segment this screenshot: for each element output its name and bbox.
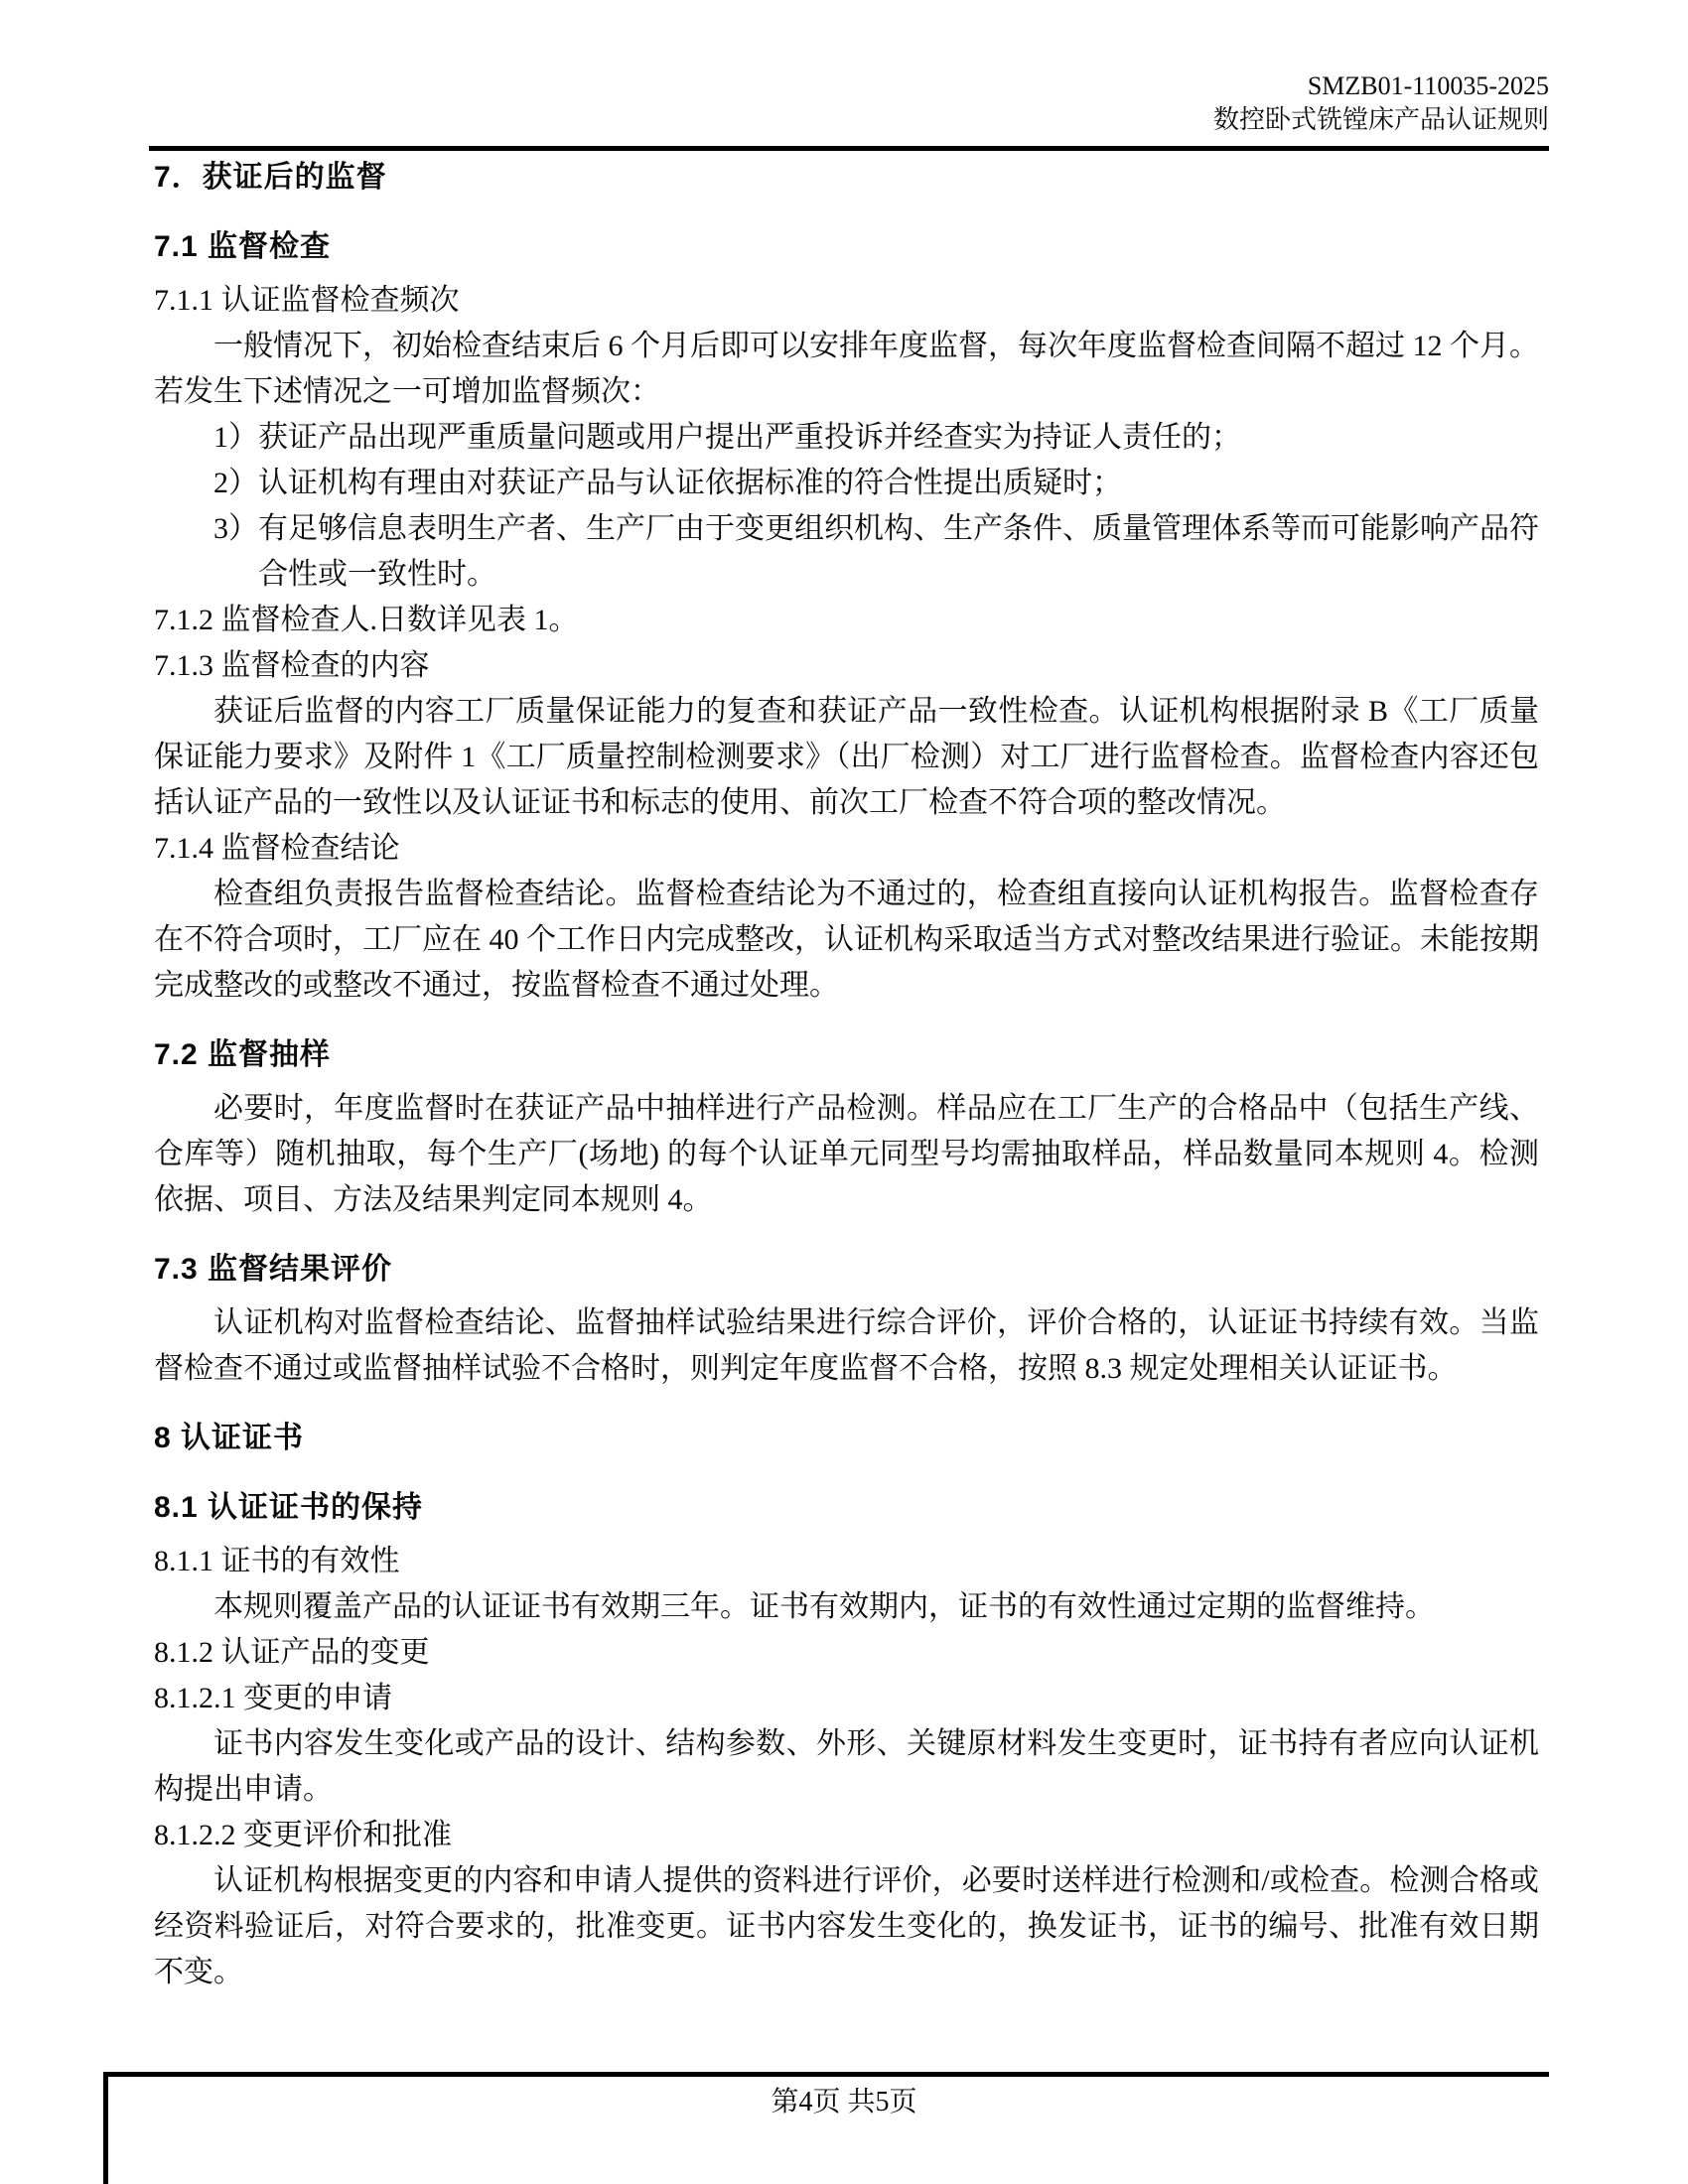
footer-divider <box>103 2072 1549 2077</box>
heading-7-post-certification-supervision: 7．获证后的监督 <box>154 161 387 194</box>
doc-list-item-1: 1）获证产品出现严重质量问题或用户提出严重投诉并经查实为持证人责任的； <box>213 421 1241 454</box>
subheading-8-1-1: 8.1.1 证书的有效性 <box>154 1545 400 1577</box>
heading-8-1-certificate-maintenance: 8.1 认证证书的保持 <box>154 1491 424 1524</box>
subheading-7-1-4: 7.1.4 监督检查结论 <box>154 832 400 865</box>
subheading-7-1-2: 7.1.2 监督检查人.日数详见表 1。 <box>154 604 579 636</box>
doc-paragraph: 认证机构根据变更的内容和申请人提供的资料进行评价，必要时送样进行检测和/或检查。检测合格或经资料验证后，对符合要求的，批准变更。证书内容发生变化的，换发证书，证书的编号、批准有效日期不变。 <box>154 1864 1539 1988</box>
subheading-8-1-2-2: 8.1.2.2 变更评价和批准 <box>154 1819 452 1851</box>
doc-paragraph: 获证后监督的内容工厂质量保证能力的复查和获证产品一致性检查。认证机构根据附录 B《工厂质量保证能力要求》及附件 1《工厂质量控制检测要求》（出厂检测）对工厂进行监督检查。监督检查内容还包括认证产品的一致性以及认证证书和标志的使用、前次工厂检查不符合项的整改情况。 <box>154 695 1539 819</box>
heading-8-certification-certificate: 8 认证证书 <box>154 1422 305 1454</box>
doc-list-item-3: 3）有足够信息表明生产者、生产厂由于变更组织机构、生产条件、质量管理体系等而可能影响产品符合性或一致性时。 <box>213 512 1539 591</box>
doc-title: 数控卧式铣镗床产品认证规则 <box>1212 105 1549 134</box>
doc-paragraph: 一般情况下，初始检查结束后 6 个月后即可以安排年度监督，每次年度监督检查间隔不超过 12 个月。若发生下述情况之一可增加监督频次： <box>154 330 1539 408</box>
doc-paragraph: 本规则覆盖产品的认证证书有效期三年。证书有效期内，证书的有效性通过定期的监督维持。 <box>213 1590 1435 1623</box>
doc-number: SMZB01-110035-2025 <box>1307 71 1549 100</box>
heading-7-3-supervision-result-evaluation: 7.3 监督结果评价 <box>154 1253 393 1286</box>
doc-paragraph: 检查组负责报告监督检查结论。监督检查结论为不通过的，检查组直接向认证机构报告。监督检查存在不符合项时，工厂应在 40 个工作日内完成整改，认证机构采取适当方式对整改结果进行验证。未能按期完成整改的或整改不通过，按监督检查不通过处理。 <box>154 878 1539 1002</box>
document-body <box>154 155 1539 1995</box>
subheading-8-1-2: 8.1.2 认证产品的变更 <box>154 1636 430 1669</box>
doc-list-item-2: 2）认证机构有理由对获证产品与认证依据标准的符合性提出质疑时； <box>213 467 1122 499</box>
doc-paragraph: 证书内容发生变化或产品的设计、结构参数、外形、关键原材料发生变更时，证书持有者应向认证机构提出申请。 <box>154 1727 1539 1806</box>
header-divider <box>149 146 1549 151</box>
doc-paragraph: 必要时，年度监督时在获证产品中抽样进行产品检测。样品应在工厂生产的合格品中（包括生产线、仓库等）随机抽取，每个生产厂(场地) 的每个认证单元同型号均需抽取样品，样品数量同本规则 4。检测依据、项目、方法及结果判定同本规则 4。 <box>154 1092 1539 1216</box>
heading-7-1-supervision-inspection: 7.1 监督检查 <box>154 230 332 263</box>
subheading-7-1-3: 7.1.3 监督检查的内容 <box>154 649 430 682</box>
subheading-7-1-1: 7.1.1 认证监督检查频次 <box>154 284 460 317</box>
heading-7-2-supervision-sampling: 7.2 监督抽样 <box>154 1038 332 1071</box>
page-header <box>154 69 1549 137</box>
page-number: 第4页 共5页 <box>771 2087 917 2117</box>
subheading-8-1-2-1: 8.1.2.1 变更的申请 <box>154 1682 392 1714</box>
doc-paragraph: 认证机构对监督检查结论、监督抽样试验结果进行综合评价，评价合格的，认证证书持续有效。当监督检查不通过或监督抽样试验不合格时，则判定年度监督不合格，按照 8.3 规定处理相关认证证书。 <box>154 1306 1539 1385</box>
